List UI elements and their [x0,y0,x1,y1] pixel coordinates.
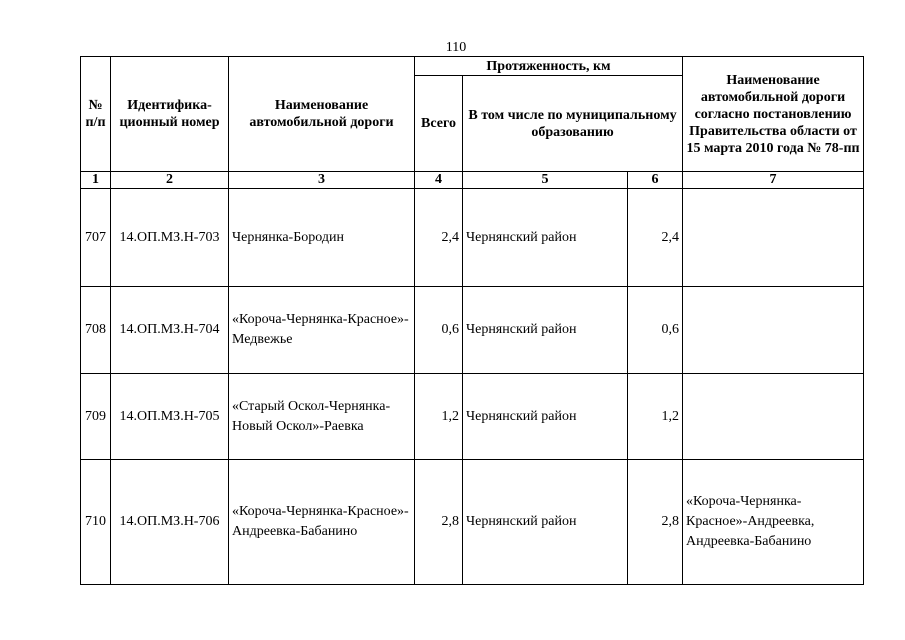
district-name: Чернянский район [463,189,628,287]
district-name: Чернянский район [463,374,628,460]
column-number: 3 [229,172,415,189]
district-length: 2,8 [628,460,683,585]
header-length-group: Протяженность, км [415,57,683,76]
decree-road-name [683,374,864,460]
header-decree-name: Наименование автомобильной дороги согласно постановлению Правительства области от 15 марта 2010 года № 78-пп [683,57,864,172]
table-row [81,374,864,460]
district-length: 0,6 [628,287,683,374]
road-id: 14.ОП.МЗ.Н-705 [111,374,229,460]
header-id: Идентифика-ционный номер [111,57,229,172]
column-number-row [81,172,864,189]
decree-road-name [683,189,864,287]
header-municipal: В том числе по муниципальному образованию [463,76,683,172]
header-num: № п/п [81,57,111,172]
row-number: 709 [81,374,111,460]
district-name: Чернянский район [463,287,628,374]
road-total-length: 2,8 [415,460,463,585]
column-number: 6 [628,172,683,189]
row-number: 707 [81,189,111,287]
road-total-length: 1,2 [415,374,463,460]
header-row-1 [81,57,864,76]
header-road-name: Наименование автомобильной дороги [229,57,415,172]
road-name: «Старый Оскол-Чернянка-Новый Оскол»-Раевка [229,374,415,460]
road-id: 14.ОП.МЗ.Н-704 [111,287,229,374]
column-number: 5 [463,172,628,189]
decree-road-name [683,287,864,374]
roads-table [80,56,864,585]
page-number: 110 [445,40,467,55]
road-total-length: 2,4 [415,189,463,287]
header-total: Всего [415,76,463,172]
district-name: Чернянский район [463,460,628,585]
column-number: 4 [415,172,463,189]
row-number: 708 [81,287,111,374]
road-id: 14.ОП.МЗ.Н-703 [111,189,229,287]
column-number: 7 [683,172,864,189]
column-number: 2 [111,172,229,189]
table-row [81,287,864,374]
road-name: «Короча-Чернянка-Красное»-Медвежье [229,287,415,374]
road-id: 14.ОП.МЗ.Н-706 [111,460,229,585]
table-row [81,189,864,287]
district-length: 2,4 [628,189,683,287]
row-number: 710 [81,460,111,585]
road-total-length: 0,6 [415,287,463,374]
road-name: «Короча-Чернянка-Красное»-Андреевка-Бабанино [229,460,415,585]
column-number: 1 [81,172,111,189]
road-name: Чернянка-Бородин [229,189,415,287]
decree-road-name: «Короча-Чернянка-Красное»-Андреевка, Андреевка-Бабанино [683,460,864,585]
district-length: 1,2 [628,374,683,460]
table-row [81,460,864,585]
